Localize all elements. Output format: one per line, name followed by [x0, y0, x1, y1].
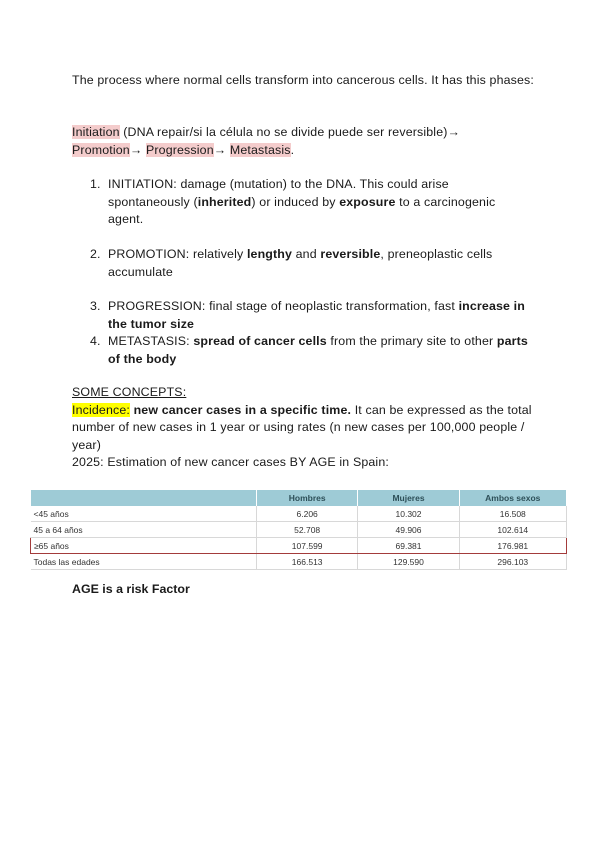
closing-statement: AGE is a risk Factor — [72, 582, 190, 596]
list-text: ) or induced by — [251, 194, 340, 209]
list-item-promotion — [90, 246, 530, 281]
table-row — [31, 554, 567, 570]
phases-line — [72, 124, 534, 159]
table-cell: 6.206 — [256, 506, 358, 522]
list-text: INITIATION: damage (mutation) to the DNA. This could arise spontaneously ( — [108, 177, 449, 209]
list-text: PROGRESSION: final stage of neoplastic transformation, fast — [108, 299, 459, 313]
table-header-row — [31, 490, 567, 506]
table-header-cell — [31, 490, 257, 506]
cancer-cases-table — [30, 490, 567, 570]
list-bold: reversible — [320, 247, 381, 261]
list-text: to a carcinogenic agent. — [108, 194, 496, 226]
phase-promotion: Promotion — [72, 142, 130, 157]
list-text: and — [292, 247, 321, 261]
list-text: METASTASIS: — [108, 334, 194, 348]
incidence-label: Incidence: — [72, 402, 130, 417]
table-header-cell: Ambos sexos — [459, 490, 566, 506]
table-row — [31, 506, 567, 522]
phase-initiation-note: (DNA repair/si la célula no se divide puede ser reversible)→ — [119, 125, 461, 139]
incidence-text: It can be expressed as the total number of new cases in 1 year or using rates (n new cases per 100,000 people / year) — [72, 402, 532, 452]
table-cell: 69.381 — [358, 538, 459, 554]
phase-arrow-1: → — [129, 142, 146, 157]
table-row — [31, 522, 567, 538]
list-bold: spread of cancer cells — [193, 334, 327, 348]
table-header-cell: Mujeres — [358, 490, 459, 506]
list-number: 2. — [90, 247, 101, 261]
concepts-section — [72, 384, 534, 472]
table-cell: Todas las edades — [31, 554, 257, 570]
list-number: 3. — [90, 299, 101, 313]
phase-progression: Progression — [145, 142, 214, 157]
table-cell: ≥65 años — [31, 538, 257, 554]
table-cell: 102.614 — [459, 522, 566, 538]
table-cell: 52.708 — [256, 522, 358, 538]
table-cell: 129.590 — [358, 554, 459, 570]
table-cell: 166.513 — [256, 554, 358, 570]
list-bold: lengthy — [246, 247, 293, 261]
list-bold: increase in the tumor size — [108, 299, 525, 331]
phase-end: . — [290, 142, 295, 157]
phase-initiation: Initiation — [72, 125, 120, 139]
table-cell: <45 años — [31, 506, 257, 522]
list-item-progression — [90, 298, 530, 333]
table-header-cell: Hombres — [256, 490, 358, 506]
estimation-caption: 2025: Estimation of new cancer cases BY AGE in Spain: — [72, 455, 389, 469]
table-cell: 107.599 — [256, 538, 358, 554]
list-bold: inherited — [197, 194, 252, 209]
list-number: 1. — [90, 177, 101, 191]
concepts-heading: SOME CONCEPTS: — [72, 385, 187, 399]
phase-metastasis: Metastasis — [229, 142, 291, 157]
incidence-definition: new cancer cases in a specific time. — [129, 402, 352, 417]
table-cell: 10.302 — [358, 506, 459, 522]
intro-paragraph: The process where normal cells transform into cancerous cells. It has this phases: — [72, 73, 534, 87]
list-bold: parts of the body — [108, 334, 528, 366]
list-item-initiation — [90, 176, 530, 229]
table-cell: 16.508 — [459, 506, 566, 522]
table-cell: 49.906 — [358, 522, 459, 538]
table-cell: 45 a 64 años — [31, 522, 257, 538]
table-row-highlighted — [31, 538, 567, 554]
phase-arrow-2: → — [213, 142, 230, 157]
list-text: , preneoplastic cells accumulate — [108, 247, 493, 279]
list-text: from the primary site to other — [326, 334, 497, 348]
table-cell: 176.981 — [459, 538, 566, 554]
list-item-metastasis — [90, 333, 530, 368]
table-cell: 296.103 — [459, 554, 566, 570]
list-text: PROMOTION: relatively — [108, 247, 247, 261]
list-number: 4. — [90, 334, 101, 348]
list-bold: exposure — [339, 194, 396, 209]
